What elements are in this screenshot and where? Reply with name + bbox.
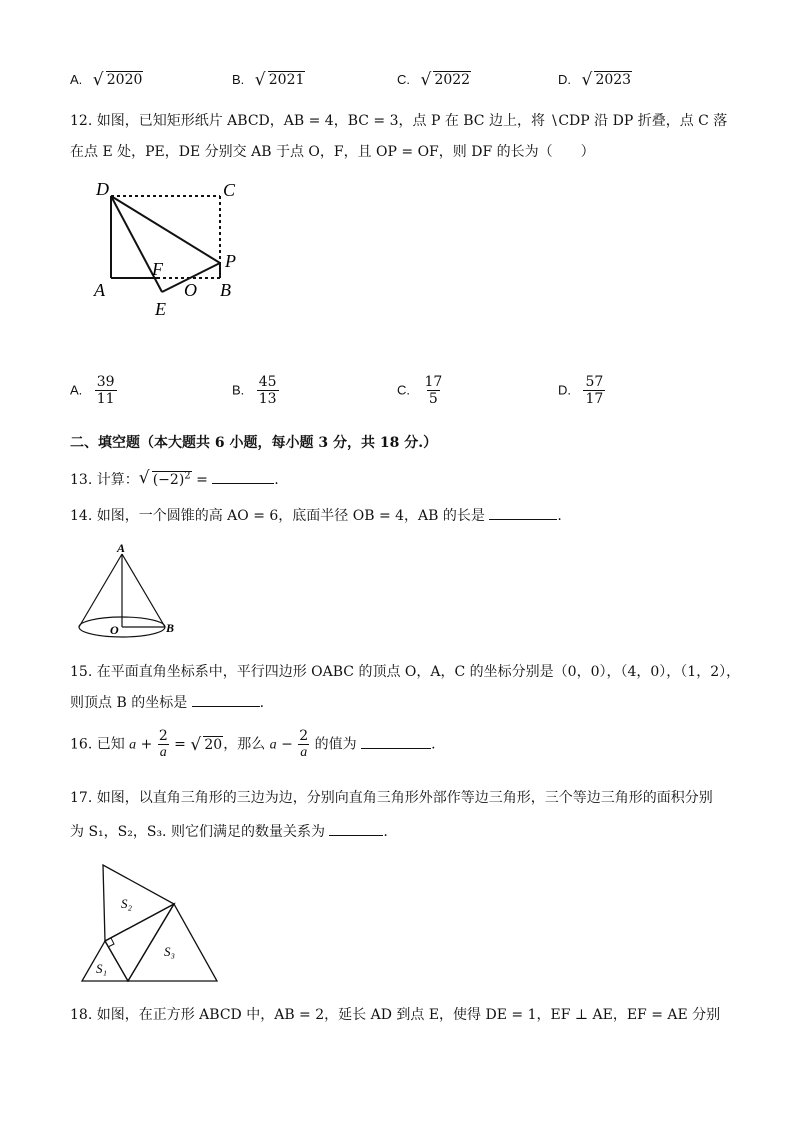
sqrt-expression: √ 2020 [92, 70, 143, 90]
label-s3: S₃ [164, 944, 176, 959]
option-letter: A. [70, 382, 83, 398]
q16-end: . [431, 736, 436, 753]
label-s2: S₂ [121, 896, 133, 911]
q11-option-b [232, 72, 305, 88]
q12-line2: 在点 E 处，PE，DE 分别交 AB 于点 O，F，且 OP = OF，则 DF 的长为（ ） [70, 144, 595, 160]
q14-end: . [557, 508, 562, 524]
q17-line1: 17. 如图，以直角三角形的三边为边，分别向直角三角形外部作等边三角形，三个等边三角形的面积分别 [70, 790, 713, 806]
numerator: 2 [299, 728, 309, 744]
option-letter: B. [232, 382, 245, 398]
option-letter: C. [397, 382, 410, 398]
denominator: 13 [258, 391, 277, 407]
fraction [157, 728, 170, 761]
q17-line2 [70, 821, 388, 841]
answer-blank[interactable] [212, 469, 274, 484]
radicand: 2023 [595, 72, 632, 88]
fraction [583, 374, 605, 407]
label-D: D [96, 179, 109, 199]
q15-end: . [259, 695, 265, 711]
answer-blank[interactable] [192, 692, 260, 707]
radicand: 2022 [434, 72, 471, 88]
q16 [70, 728, 436, 761]
q14-text: 14. 如图，一个圆锥的高 AO = 6，底面半径 OB = 4，AB 的长是 [70, 508, 485, 524]
q16-suffix: 的值为 [310, 736, 357, 753]
label-O: O [184, 280, 197, 300]
label-P: P [225, 251, 236, 271]
section-heading: 二、填空题（本大题共 6 小题，每小题 3 分，共 18 分.） [70, 435, 438, 451]
q15-line2-text: 则顶点 B 的坐标是 [70, 695, 188, 711]
radicand: 2021 [268, 72, 305, 88]
q16-mid: ，那么 [223, 736, 270, 753]
option-letter: B. [232, 72, 245, 87]
numerator: 45 [258, 374, 277, 390]
radicand: 2020 [106, 72, 143, 88]
denominator: a [159, 745, 167, 760]
denominator: 17 [585, 391, 604, 407]
edge-DP [111, 196, 220, 263]
triangle-s3 [128, 904, 217, 981]
cone-right-slant [122, 554, 165, 627]
label-A: A [94, 280, 105, 300]
label-F: F [152, 259, 163, 279]
answer-blank[interactable] [329, 821, 383, 836]
q14 [70, 505, 562, 525]
q12-line1: 12. 如图，已知矩形纸片 ABCD，AB = 4，BC = 3，点 P 在 BC 边上，将 ∖CDP 沿 DP 折叠，点 C 落 [70, 113, 728, 129]
radicand: 20 [204, 736, 223, 753]
q12-option-a [70, 374, 117, 407]
fraction [257, 374, 279, 407]
q15-line2 [70, 692, 264, 712]
answer-blank[interactable] [361, 734, 431, 749]
q17-figure [78, 860, 223, 985]
sqrt-expression: √ 2023 [581, 70, 632, 90]
q17-end: . [383, 824, 388, 840]
denominator: 11 [96, 391, 115, 407]
q15-line1: 15. 在平面直角坐标系中，平行四边形 OABC 的顶点 O，A，C 的坐标分别是（0，0），（4，0），（1，2）， [70, 664, 741, 680]
label-A: A [117, 541, 126, 555]
option-letter: A. [70, 72, 83, 87]
label-B: B [220, 280, 231, 300]
sqrt-expression: √ 20 [190, 734, 223, 755]
label-O: O [110, 623, 119, 637]
q11-option-c [397, 72, 471, 88]
q17-line2-text: 为 S₁，S₂，S₃. 则它们满足的数量关系为 [70, 824, 325, 840]
q14-cone-figure [72, 540, 182, 644]
numerator: 17 [424, 374, 443, 390]
var-a: a [129, 737, 137, 753]
numerator: 39 [96, 374, 115, 390]
numerator: 2 [158, 728, 168, 744]
cone-left-slant [79, 554, 122, 627]
option-letter: D. [558, 72, 571, 87]
option-letter: D. [558, 382, 571, 398]
q12-option-d [558, 374, 605, 407]
q11-option-a [70, 72, 143, 88]
numerator: 57 [585, 374, 604, 390]
label-s1: S₁ [96, 961, 108, 976]
q13-equals: = [191, 472, 208, 488]
sqrt-expression: √ 2022 [420, 70, 471, 90]
denominator: 5 [428, 391, 438, 407]
q13-end: . [274, 472, 279, 488]
triangle-s2 [103, 865, 174, 941]
q11-option-d [558, 72, 632, 88]
fraction [297, 728, 310, 761]
fraction [95, 374, 117, 407]
q12-option-c [397, 374, 444, 407]
q13 [70, 469, 279, 489]
equals-sign: = [169, 736, 191, 753]
label-E: E [155, 299, 166, 319]
option-letter: C. [397, 72, 410, 87]
answer-blank[interactable] [489, 505, 557, 520]
sqrt-expression: √ 2021 [254, 70, 305, 90]
right-triangle [105, 904, 174, 981]
label-B: B [166, 621, 175, 635]
q18-line1: 18. 如图，在正方形 ABCD 中，AB = 2，延长 AD 到点 E，使得 DE = 1，EF ⊥ AE，EF = AE 分别 [70, 1007, 721, 1023]
q13-prefix: 13. 计算： [70, 472, 139, 488]
q12-option-b [232, 374, 279, 407]
fraction [422, 374, 444, 407]
plus-sign: + [136, 736, 157, 753]
var-a: a [269, 737, 277, 753]
label-C: C [223, 180, 236, 200]
denominator: a [300, 745, 308, 760]
sqrt-expression: √ $(-2)^2$ [138, 468, 191, 489]
q12-figure [90, 175, 250, 320]
radicand: (−2) [152, 472, 185, 488]
minus-sign: − [276, 736, 298, 753]
q16-prefix: 16. 已知 [70, 736, 130, 753]
exponent: 2 [184, 470, 191, 482]
